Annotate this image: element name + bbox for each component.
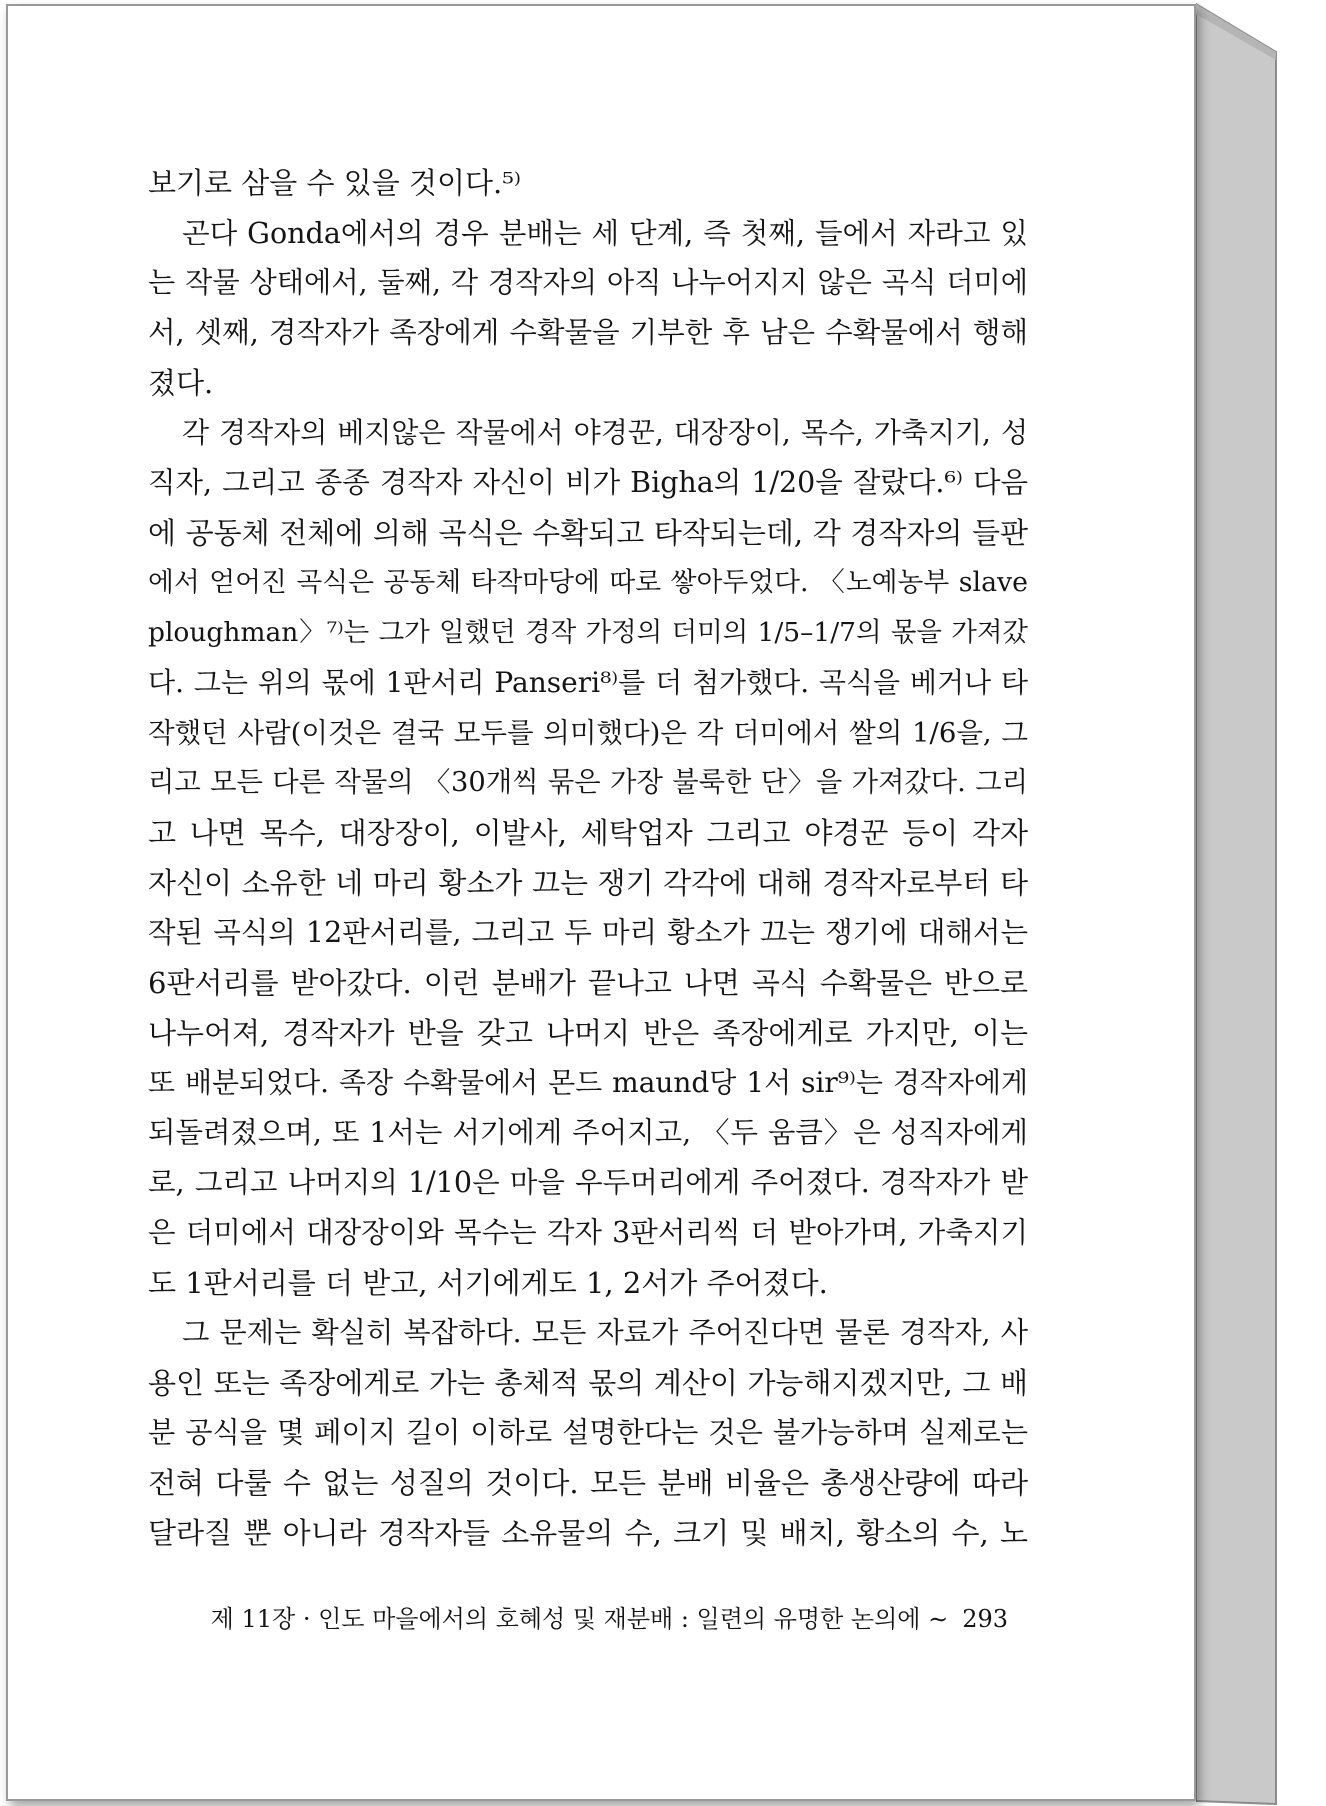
text-line: 달라질 뿐 아니라 경작자들 소유물의 수, 크기 및 배치, 황소의 수, 노 bbox=[148, 1516, 1028, 1550]
text-line: 다. 그는 위의 몫에 1판서리 Panseri⁸⁾를 더 첨가했다. 곡식을 베거나 타 bbox=[148, 666, 1028, 699]
text-line: 에서 얻어진 곡식은 공동체 타작마당에 따로 쌓아두었다. 〈노예농부 slave bbox=[148, 567, 1028, 598]
text-line: 작했던 사람(이것은 결국 모두를 의미했다)은 각 더미에서 쌀의 1/6을, 그 bbox=[148, 717, 1028, 749]
text-line: 서, 셋째, 경작자가 족장에게 수확물을 기부한 후 남은 수확물에서 행해 bbox=[148, 316, 1028, 349]
page-number: 293 bbox=[962, 1605, 1008, 1633]
book-side-edge bbox=[1196, 0, 1326, 1806]
text-line: 곤다 Gonda에서의 경우 분배는 세 단계, 즉 첫째, 들에서 자라고 있 bbox=[182, 216, 1028, 250]
text-line: 자신이 소유한 네 마리 황소가 끄는 쟁기 각각에 대해 경작자로부터 타 bbox=[148, 866, 1028, 900]
text-line: 각 경작자의 베지않은 작물에서 야경꾼, 대장장이, 목수, 가축지기, 성 bbox=[182, 416, 1028, 449]
text-line: 고 나면 목수, 대장장이, 이발사, 세탁업자 그리고 야경꾼 등이 각자 bbox=[148, 816, 1028, 850]
text-line: 에 공동체 전체에 의해 곡식은 수확되고 타작되는데, 각 경작자의 들판 bbox=[148, 516, 1028, 550]
text-line: 는 작물 상태에서, 둘째, 각 경작자의 아직 나누어지지 않은 곡식 더미에 bbox=[148, 266, 1028, 299]
text-line: 또 배분되었다. 족장 수확물에서 몬드 maund당 1서 sir⁹⁾는 경작자에게 bbox=[148, 1066, 1028, 1099]
text-line: 작된 곡식의 12판서리를, 그리고 두 마리 황소가 끄는 쟁기에 대해서는 bbox=[148, 916, 1028, 949]
text-line: 직자, 그리고 종종 경작자 자신이 비가 Bigha의 1/20을 잘랐다.⁶⁾ 다음 bbox=[148, 466, 1028, 499]
text-line: 분 공식을 몇 페이지 길이 이하로 설명한다는 것은 불가능하며 실제로는 bbox=[148, 1416, 1028, 1449]
page-footer bbox=[188, 1599, 1008, 1634]
running-head: 제 11장 · 인도 마을에서의 호혜성 및 재분배 : 일련의 유명한 논의에 ∼ bbox=[210, 1605, 949, 1633]
text-line: 로, 그리고 나머지의 1/10은 마을 우두머리에게 주어졌다. 경작자가 받 bbox=[148, 1166, 1028, 1199]
text-line: 도 1판서리를 더 받고, 서기에게도 1, 2서가 주어졌다. bbox=[148, 1266, 828, 1300]
text-line: 6판서리를 받아갔다. 이런 분배가 끝나고 나면 곡식 수확물은 반으로 bbox=[148, 966, 1028, 1000]
text-line: 졌다. bbox=[148, 366, 214, 400]
text-line: 전혀 다룰 수 없는 성질의 것이다. 모든 분배 비율은 총생산량에 따라 bbox=[148, 1466, 1028, 1500]
text-line: 보기로 삼을 수 있을 것이다.⁵⁾ bbox=[148, 166, 521, 200]
text-line: 은 더미에서 대장장이와 목수는 각자 3판서리씩 더 받아가며, 가축지기 bbox=[148, 1216, 1028, 1249]
body-text bbox=[148, 158, 1028, 1558]
text-line: ploughman〉⁷⁾는 그가 일했던 경작 가정의 더미의 1/5–1/7의 몫을 가져갔 bbox=[148, 617, 1028, 648]
text-line: 나누어져, 경작자가 반을 갖고 나머지 반은 족장에게로 가지만, 이는 bbox=[148, 1016, 1028, 1050]
text-line: 그 문제는 확실히 복잡하다. 모든 자료가 주어진다면 물론 경작자, 사 bbox=[182, 1316, 1028, 1349]
book-page bbox=[6, 4, 1196, 1801]
text-line: 용인 또는 족장에게로 가는 총체적 몫의 계산이 가능해지겠지만, 그 배 bbox=[148, 1366, 1028, 1400]
text-line: 리고 모든 다른 작물의 〈30개씩 묶은 가장 불룩한 단〉을 가져갔다. 그리 bbox=[148, 767, 1028, 798]
text-line: 되돌려졌으며, 또 1서는 서기에게 주어지고, 〈두 움큼〉은 성직자에게 bbox=[148, 1116, 1028, 1149]
